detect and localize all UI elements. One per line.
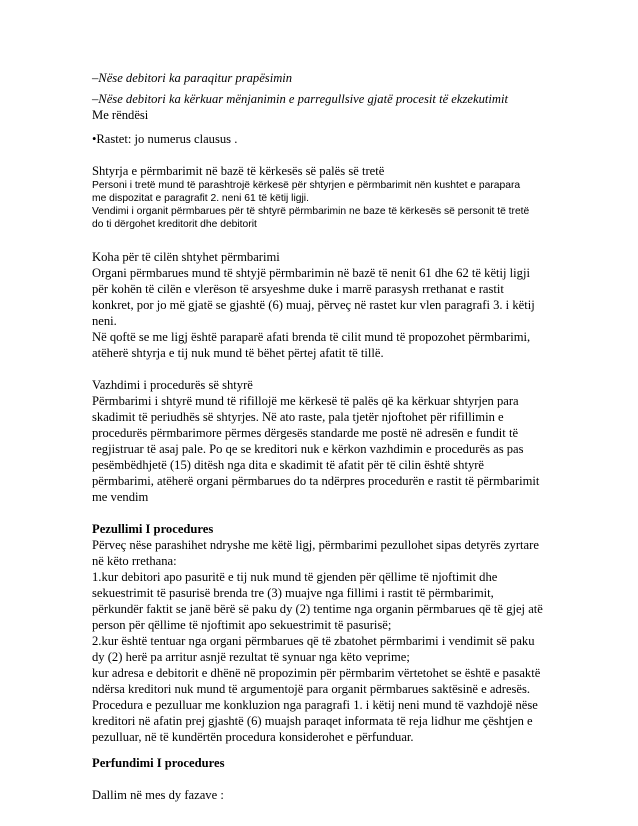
suspension-line-12: kreditori në afatin prej gjashtë (6) muajsh paraqet informata të reja lidhur me çështjen e [92,714,533,728]
continuation-line-3: procedurës përmbarimore përmes dërgesës standarde me postë në adresën e fundit të [92,426,519,440]
suspension-line-2: në këto rrethana: [92,554,177,568]
closing-line: Dallim në mes dy fazave : [92,788,224,802]
continuation-line-6: përmbarimi, atëherë organi përmbarues do ta ndërpres procedurën e rastit të përmbarimit [92,474,540,488]
duration-line-4: neni. [92,314,117,328]
suspension-line-13: pezulluar, në të kundërtën procedura konsiderohet e përfunduar. [92,730,414,744]
continuation-line-7: me vendim [92,490,149,504]
suspension-line-6: person për qëllime të njoftimit apo sekuestrimit të pasurisë; [92,618,392,632]
suspension-line-7: 2.kur është tentuar nga organi përmbarues që të zbatohet përmbarimi i vendimit së paku [92,634,535,648]
line-important: Me rëndësi [92,108,149,122]
third-party-line-1: Personi i tretë mund të parashtrojë kërkesë për shtyrjen e përmbarimit nën kushtet e parapara [92,180,521,191]
section-suspension-title: Pezullimi I procedures [92,522,214,536]
duration-line-3: konkret, por jo më gjatë se gjashtë (6) muaj, përveç në rastet kur vlen paragrafi 3. i këtij [92,298,535,312]
continuation-line-2: skadimit të periudhës së shtyrjes. Në ato raste, pala tjetër njoftohet për rifillimin e [92,410,504,424]
suspension-line-11: Procedura e pezulluar me konkluzion nga paragrafi 1. i këtij neni mund të vazhdojë nëse [92,698,538,712]
duration-line-1: Organi përmbarues mund të shtyjë përmbarimin në bazë të nenit 61 dhe 62 të këtij ligji [92,266,530,280]
continuation-line-1: Përmbarimi i shtyrë mund të rifillojë me kërkesë të palës që ka kërkuar shtyrjen para [92,394,519,408]
section-duration-title: Koha për të cilën shtyhet përmbarimi [92,250,280,264]
section-continuation-title: Vazhdimi i procedurës së shtyrë [92,378,253,392]
section-third-party-title: Shtyrja e përmbarimit në bazë të kërkesës së palës së tretë [92,164,385,178]
suspension-line-3: 1.kur debitori apo pasuritë e tij nuk mund të gjenden për qëllime të njoftimit dhe [92,570,498,584]
line-cases: •Rastet: jo numerus clausus . [92,132,238,146]
continuation-line-5: pesëmbëdhjetë (15) ditësh nga dita e skadimit të afatit për të cilin është shtyrë [92,458,485,472]
duration-line-6: atëherë shtyrja e tij nuk mund të bëhet përtej afatit të tillë. [92,346,384,360]
section-completion-title: Perfundimi I procedures [92,756,225,770]
line-objection: –Nëse debitori ka paraqitur prapësimin [92,71,293,85]
suspension-line-9: kur adresa e debitorit e dhënë në propozimin për përmbarim vërtetohet se është e pasaktë [92,666,541,680]
suspension-line-1: Përveç nëse parashihet ndryshe me këtë ligj, përmbarimi pezullohet sipas detyrës zyrtare [92,538,539,552]
third-party-line-2: me dispozitat e paragrafit 2. neni 61 të këtij ligji. [92,193,309,204]
duration-line-5: Në qoftë se me ligj është paraparë afati brenda të cilit mund të propozohet përmbarimi, [92,330,531,344]
document-page [92,70,562,803]
suspension-line-8: dy (2) herë pa arritur asnjë rezultat të synuar nga këto veprime; [92,650,410,664]
third-party-line-4: do ti dërgohet kreditorit dhe debitorit [92,219,257,230]
third-party-line-3: Vendimi i organit përmbarues për të shtyrë përmbarimin ne baze të kërkesës së personit të tretë [92,206,530,217]
line-irregularities: –Nëse debitori ka kërkuar mënjanimin e parregullsive gjatë procesit të ekzekutimit [92,92,508,106]
suspension-line-10: ndërsa kreditori nuk mund të argumentojë para organit përmbarues saktësinë e adresës. [92,682,531,696]
suspension-line-4: sekuestrimit të pasurisë brenda tre (3) muajve nga fillimi i rastit të përmbarimit, [92,586,494,600]
continuation-line-4: regjistruar të asaj pale. Po qe se kreditori nuk e kërkon vazhdimin e procedurës as pas [92,442,524,456]
suspension-line-5: përkundër faktit se janë bërë së paku dy (2) tentime nga organin përmbarues që të gjej atë [92,602,543,616]
duration-line-2: për kohën të cilën e vlerëson të arsyeshme duke i marrë parasysh rrethanat e rastit [92,282,504,296]
